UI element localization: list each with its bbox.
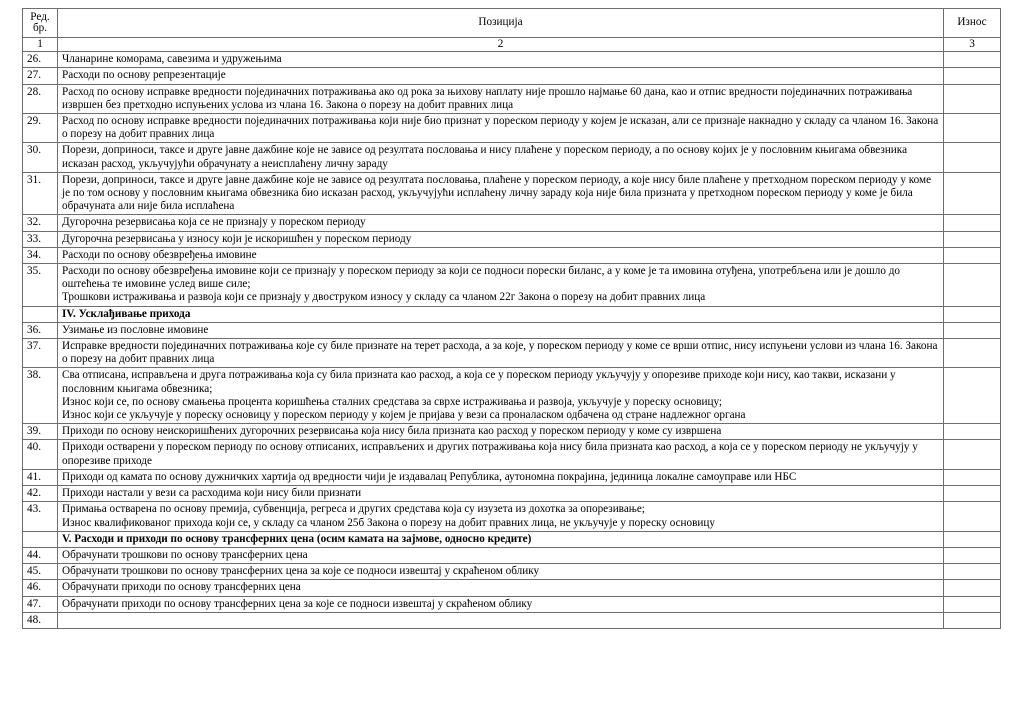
position-line: Расходи по основу обезвређења имовине xyxy=(62,248,257,261)
amount-cell[interactable] xyxy=(944,172,1001,215)
position-line: Узимање из пословне имовине xyxy=(62,323,209,336)
position-line: Сва отписана, исправљена и друга потраживања која су била призната као расход, а која се у пореском периоду укључују у опорезиве приходе који нису, као такви, исказани у пословним књигама обвезника; xyxy=(62,369,896,395)
table-row xyxy=(23,502,1001,531)
position-line: Примања остварена по основу премија, субвенција, регреса и других средстава која су изузета из дохотка за опорезивање; xyxy=(62,503,645,516)
position-line: Порези, доприноси, таксе и друге јавне дажбине које не зависе од резултата пословања и нису плаћене у пореском периоду, а по основу којих је у пословним књигама обвезника исказан расход, укључујући обрачунату а неисплаћену личну зараду xyxy=(62,144,908,170)
position-line: Расходи по основу обезвређења имовине који се признају у пореском периоду за који се подноси порески биланс, а у коме је та имовина отуђена, употребљена или је дошло до оштећења те имовине услед више силе; xyxy=(62,265,900,291)
row-number: 35. xyxy=(23,264,58,307)
row-number: 45. xyxy=(23,564,58,580)
position-text xyxy=(58,564,944,580)
position-text xyxy=(58,231,944,247)
position-text xyxy=(58,596,944,612)
row-number: 47. xyxy=(23,596,58,612)
row-number xyxy=(23,531,58,547)
row-number: 44. xyxy=(23,547,58,563)
position-line: V. Расходи и приходи по основу трансферних цена (осим камата на зајмове, односно кредите) xyxy=(62,532,532,545)
row-number: 40. xyxy=(23,440,58,469)
row-number: 37. xyxy=(23,339,58,368)
table-row xyxy=(23,469,1001,485)
column-number-2: 2 xyxy=(58,38,944,52)
position-line: Дугорочна резервисања која се не признају у пореском периоду xyxy=(62,216,366,229)
amount-cell[interactable] xyxy=(944,469,1001,485)
column-number-3: 3 xyxy=(944,38,1001,52)
amount-cell[interactable] xyxy=(944,264,1001,307)
table-row xyxy=(23,580,1001,596)
position-line: Чланарине коморама, савезима и удружењима xyxy=(62,53,282,66)
position-line: Дугорочна резервисања у износу који је искоришћен у пореском периоду xyxy=(62,232,412,245)
amount-cell[interactable] xyxy=(944,143,1001,172)
section-title xyxy=(58,306,944,322)
column-number-1: 1 xyxy=(23,38,58,52)
amount-cell[interactable] xyxy=(944,52,1001,68)
row-number: 39. xyxy=(23,424,58,440)
table-row xyxy=(23,68,1001,84)
position-text xyxy=(58,612,944,628)
position-text xyxy=(58,264,944,307)
position-line: Обрачунати приходи по основу трансферних цена за које се подноси извештај у скраћеном облику xyxy=(62,597,533,610)
position-text xyxy=(58,486,944,502)
position-text xyxy=(58,52,944,68)
amount-cell[interactable] xyxy=(944,424,1001,440)
header-row-number-line1: Ред. xyxy=(30,10,50,23)
position-text xyxy=(58,580,944,596)
column-number-row xyxy=(23,38,1001,52)
position-line: Обрачунати трошкови по основу трансферних цена xyxy=(62,548,308,561)
table-row xyxy=(23,84,1001,113)
table-row xyxy=(23,424,1001,440)
amount-cell[interactable] xyxy=(944,339,1001,368)
amount-cell[interactable] xyxy=(944,547,1001,563)
row-number: 46. xyxy=(23,580,58,596)
position-line: Приходи по основу неискоришћених дугорочних резервисања која нису била призната као расход у пореском периоду у коме су извршена xyxy=(62,425,722,438)
table-row xyxy=(23,143,1001,172)
table-row xyxy=(23,247,1001,263)
position-text xyxy=(58,114,944,143)
position-line: Обрачунати приходи по основу трансферних цена xyxy=(62,581,301,594)
tax-balance-table xyxy=(22,8,1001,629)
position-text xyxy=(58,143,944,172)
row-number: 28. xyxy=(23,84,58,113)
table-row xyxy=(23,486,1001,502)
section-title xyxy=(58,531,944,547)
amount-cell[interactable] xyxy=(944,440,1001,469)
row-number: 43. xyxy=(23,502,58,531)
table-row xyxy=(23,564,1001,580)
row-number: 31. xyxy=(23,172,58,215)
position-text xyxy=(58,368,944,424)
amount-cell[interactable] xyxy=(944,502,1001,531)
position-text xyxy=(58,322,944,338)
amount-cell[interactable] xyxy=(944,531,1001,547)
position-text xyxy=(58,215,944,231)
row-number: 42. xyxy=(23,486,58,502)
table-row xyxy=(23,440,1001,469)
position-text xyxy=(58,502,944,531)
position-text xyxy=(58,547,944,563)
amount-cell[interactable] xyxy=(944,580,1001,596)
position-line: Расходи по основу репрезентације xyxy=(62,69,226,82)
header-position: Позиција xyxy=(58,9,944,38)
position-line: Порези, доприноси, таксе и друге јавне дажбине које не зависе од резултата пословања, плаћене у пореском периоду, а које нису биле плаћене у претходном пореском периоду у коме је по том основу у пословним књигама обвезника био исказан расход, укључујући исплаћену личну зараду која није била призната у претходном пореском периоду у коме је била обрачуната али није била исплаћена xyxy=(62,173,932,213)
table-row xyxy=(23,52,1001,68)
row-number: 48. xyxy=(23,612,58,628)
section-row xyxy=(23,531,1001,547)
table-row xyxy=(23,339,1001,368)
table-row xyxy=(23,215,1001,231)
position-line: Износ који се укључује у пореску основицу у пореском периоду у којем је пријава у вези са проналаском одбачена од стране надлежног органа xyxy=(62,409,746,422)
position-line: Расход по основу исправке вредности појединачних потраживања ако од рока за њихову наплату није прошло најмање 60 дана, као и отпис вредности појединачних потраживања извршен без претходно испуњених услова из члана 16. Закона о порезу на добит правних лица xyxy=(62,85,913,111)
position-text xyxy=(58,68,944,84)
row-number: 30. xyxy=(23,143,58,172)
position-line: Приходи настали у вези са расходима који нису били признати xyxy=(62,487,362,500)
position-line: Износ који се, по основу смањења процента коришћења сталних средстава за сврхе истраживања и развоја, укључује у пореску основицу; xyxy=(62,395,723,408)
table-row xyxy=(23,322,1001,338)
row-number: 41. xyxy=(23,469,58,485)
position-line: Приходи од камата по основу дужничких хартија од вредности чији је издавалац Република, аутономна покрајина, јединица локалне самоуправе или НБС xyxy=(62,470,797,483)
amount-cell[interactable] xyxy=(944,368,1001,424)
table-row xyxy=(23,596,1001,612)
row-number: 32. xyxy=(23,215,58,231)
amount-cell[interactable] xyxy=(944,306,1001,322)
table-row xyxy=(23,114,1001,143)
position-line: Приходи остварени у пореском периоду по основу отписаних, исправљених и других потраживања која нису била призната као расход, а која се у пореском периоду не укључују у опорезиве приходе xyxy=(62,441,918,467)
position-line: Износ квалификованог прихода који се, у складу са чланом 25б Закона о порезу на добит правних лица, не укључује у пореску основицу xyxy=(62,516,715,529)
amount-cell[interactable] xyxy=(944,564,1001,580)
table-row xyxy=(23,612,1001,628)
position-text xyxy=(58,424,944,440)
section-row xyxy=(23,306,1001,322)
row-number: 34. xyxy=(23,247,58,263)
position-text xyxy=(58,247,944,263)
row-number xyxy=(23,306,58,322)
row-number: 26. xyxy=(23,52,58,68)
row-number: 33. xyxy=(23,231,58,247)
row-number: 29. xyxy=(23,114,58,143)
row-number: 38. xyxy=(23,368,58,424)
header-row-number-line2: бр. xyxy=(32,22,48,34)
amount-cell[interactable] xyxy=(944,486,1001,502)
position-text xyxy=(58,469,944,485)
amount-cell[interactable] xyxy=(944,596,1001,612)
row-number: 36. xyxy=(23,322,58,338)
position-text xyxy=(58,440,944,469)
amount-cell[interactable] xyxy=(944,68,1001,84)
table-row xyxy=(23,172,1001,215)
header-amount: Износ xyxy=(944,9,1001,38)
amount-cell[interactable] xyxy=(944,231,1001,247)
position-line: Обрачунати трошкови по основу трансферних цена за које се подноси извештај у скраћеном облику xyxy=(62,565,540,578)
position-line: IV. Усклађивање прихода xyxy=(62,307,191,320)
position-line: Исправке вредности појединачних потраживања које су биле признате на терет расхода, а за које, у пореском периоду у коме се врши отпис, нису испуњени услови из члана 16. Закона о порезу на добит правних лица xyxy=(62,340,938,366)
table-row xyxy=(23,368,1001,424)
header-row xyxy=(23,9,1001,38)
position-text xyxy=(58,84,944,113)
table-row xyxy=(23,264,1001,307)
position-text xyxy=(58,339,944,368)
amount-cell[interactable] xyxy=(944,247,1001,263)
amount-cell[interactable] xyxy=(944,612,1001,628)
amount-cell[interactable] xyxy=(944,322,1001,338)
position-line: Расход по основу исправке вредности појединачних потраживања који није био признат у пореском периоду у којем је исказан, али се признаје накнадно у складу са чланом 16. Закона о порезу на добит правних лица xyxy=(62,115,939,141)
header-row-number xyxy=(23,9,58,38)
amount-cell[interactable] xyxy=(944,114,1001,143)
amount-cell[interactable] xyxy=(944,84,1001,113)
position-text xyxy=(58,172,944,215)
amount-cell[interactable] xyxy=(944,215,1001,231)
row-number: 27. xyxy=(23,68,58,84)
table-row xyxy=(23,547,1001,563)
table-row xyxy=(23,231,1001,247)
position-line: Трошкови истраживања и развоја који се признају у двоструком износу у складу са чланом 22г Закона о порезу на добит правних лица xyxy=(62,291,706,304)
